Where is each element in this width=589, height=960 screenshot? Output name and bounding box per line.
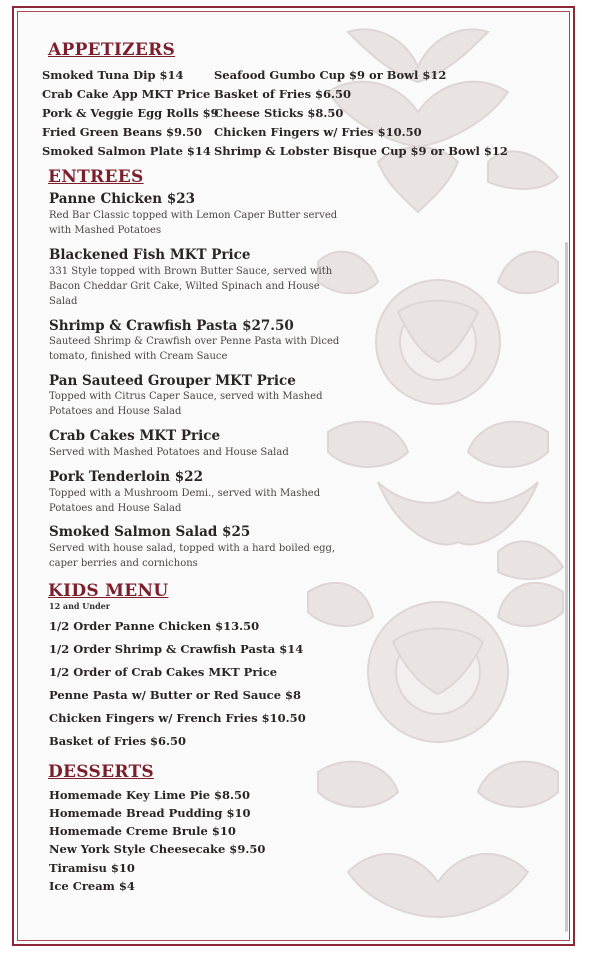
entree-description: Sauteed Shrimp & Crawfish over Penne Pasta with Diced tomato, finished with Cream Sauce (49, 336, 340, 362)
dessert-item: Ice Cream $4 (49, 879, 135, 893)
entree-description: Served with Mashed Potatoes and House Salad (49, 447, 289, 458)
kids-item: 1/2 Order Shrimp & Crawfish Pasta $14 (49, 642, 304, 656)
kids-item: Penne Pasta w/ Butter or Red Sauce $8 (49, 688, 302, 702)
entree-title: Pork Tenderloin $22 (49, 469, 203, 485)
entrees-heading: ENTREES (48, 167, 144, 187)
dessert-item: Homemade Bread Pudding $10 (49, 806, 251, 820)
appetizer-item: Fried Green Beans $9.50 (42, 125, 202, 139)
appetizer-item: Chicken Fingers w/ Fries $10.50 (214, 125, 422, 139)
entree-title: Crab Cakes MKT Price (49, 428, 221, 444)
entree-description: 331 Style topped with Brown Butter Sauce, served with Bacon Cheddar Grit Cake, Wilted Spinach and House Salad (49, 266, 333, 307)
entree-title: Smoked Salmon Salad $25 (49, 524, 251, 540)
dessert-item: Homemade Creme Brule $10 (49, 824, 236, 838)
appetizers-heading: APPETIZERS (48, 40, 176, 60)
appetizer-item: Crab Cake App MKT Price (42, 87, 211, 101)
entree-title: Pan Sauteed Grouper MKT Price (49, 373, 296, 389)
entree-description: Served with house salad, topped with a hard boiled egg, caper berries and cornichons (49, 543, 336, 569)
kids-item: 1/2 Order of Crab Cakes MKT Price (49, 665, 278, 679)
entree-title: Shrimp & Crawfish Pasta $27.50 (49, 318, 294, 334)
kids-menu-subheading: 12 and Under (49, 601, 110, 611)
entree-description: Red Bar Classic topped with Lemon Caper Butter served with Mashed Potatoes (49, 210, 338, 236)
dessert-item: Tiramisu $10 (49, 861, 135, 875)
appetizer-item: Smoked Tuna Dip $14 (42, 68, 184, 82)
entree-title: Panne Chicken $23 (49, 191, 196, 207)
appetizer-item: Smoked Salmon Plate $14 (42, 144, 211, 158)
appetizer-item: Basket of Fries $6.50 (214, 87, 352, 101)
kids-item: 1/2 Order Panne Chicken $13.50 (49, 619, 260, 633)
appetizer-item: Seafood Gumbo Cup $9 or Bowl $12 (214, 68, 447, 82)
appetizer-item: Shrimp & Lobster Bisque Cup $9 or Bowl $12 (214, 144, 508, 158)
kids-menu-heading: KIDS MENU (48, 581, 169, 601)
dessert-item: Homemade Key Lime Pie $8.50 (49, 788, 251, 802)
dessert-item: New York Style Cheesecake $9.50 (49, 842, 266, 856)
appetizer-item: Pork & Veggie Egg Rolls $9 (42, 106, 219, 120)
entree-description: Topped with a Mushroom Demi., served with Mashed Potatoes and House Salad (49, 488, 321, 514)
entree-title: Blackened Fish MKT Price (49, 247, 251, 263)
kids-item: Basket of Fries $6.50 (49, 734, 187, 748)
kids-item: Chicken Fingers w/ French Fries $10.50 (49, 711, 306, 725)
entree-description: Topped with Citrus Caper Sauce, served with Mashed Potatoes and House Salad (49, 391, 323, 417)
menu-page (17, 11, 570, 941)
appetizer-item: Cheese Sticks $8.50 (214, 106, 344, 120)
desserts-heading: DESSERTS (48, 762, 154, 782)
